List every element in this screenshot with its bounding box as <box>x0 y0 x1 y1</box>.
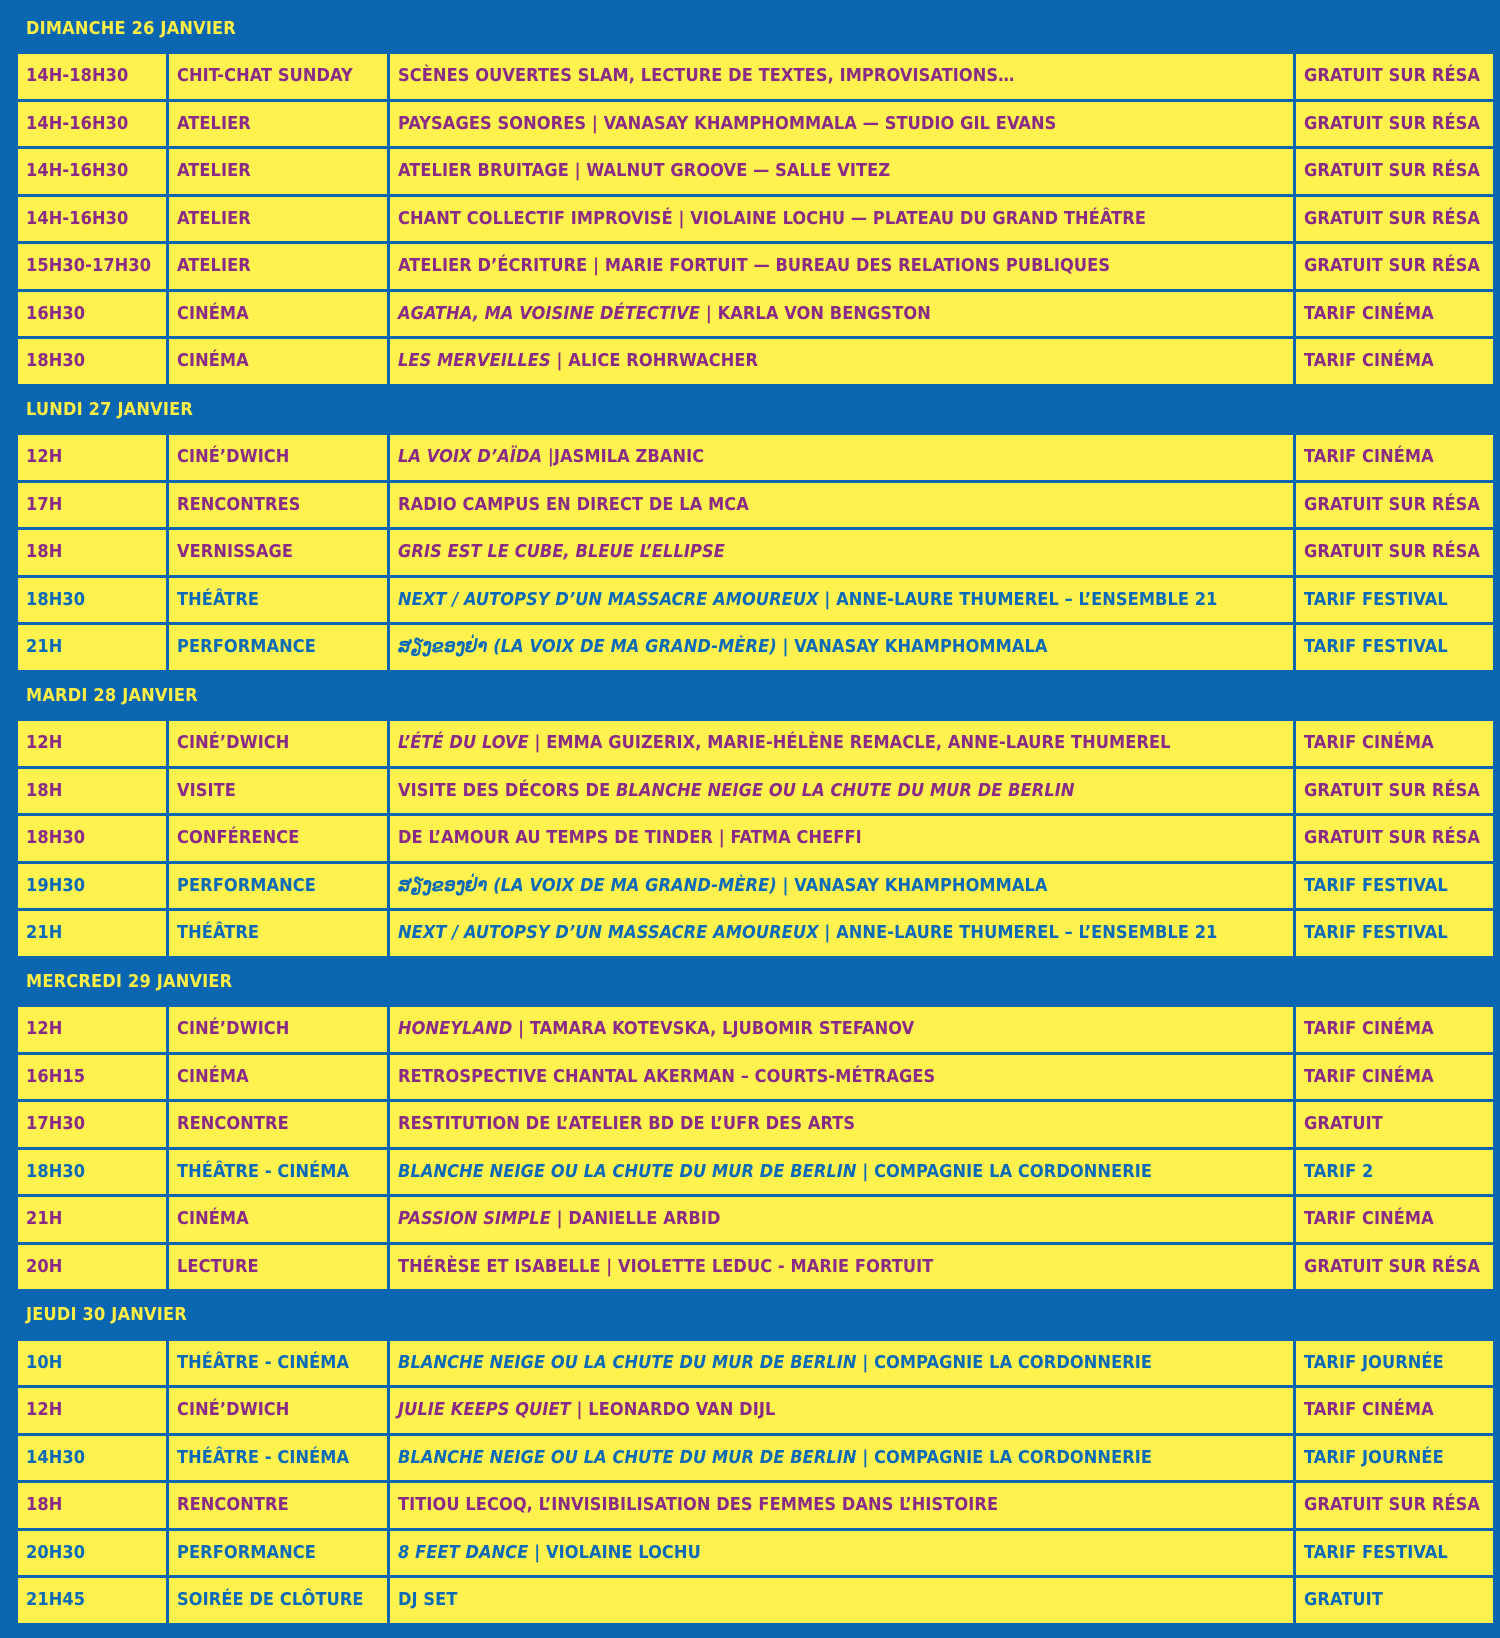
event-category: PERFORMANCE <box>169 864 387 909</box>
schedule-table <box>16 1339 1484 1625</box>
event-category: CINÉ’DWICH <box>169 435 387 480</box>
schedule-table <box>16 433 1484 672</box>
event-description <box>390 1245 1293 1290</box>
event-price: TARIF CINÉMA <box>1296 435 1493 480</box>
event-category: CINÉ’DWICH <box>169 721 387 766</box>
event-price: TARIF CINÉMA <box>1296 292 1493 337</box>
event-time: 21H <box>18 1197 166 1242</box>
event-description <box>390 339 1293 384</box>
day-header: MARDI 28 JANVIER <box>26 684 198 706</box>
event-category: THÉÂTRE - CINÉMA <box>169 1436 387 1481</box>
event-details: | VANASAY KHAMPHOMMALA <box>776 874 1048 896</box>
day-block <box>16 958 1484 1292</box>
event-title: LES MERVEILLES <box>398 350 551 371</box>
event-title: GRIS EST LE CUBE, BLEUE L’ELLIPSE <box>398 541 725 562</box>
event-description <box>390 1341 1293 1386</box>
event-price: GRATUIT SUR RÉSA <box>1296 102 1493 147</box>
event-time: 12H <box>18 435 166 480</box>
event-time: 18H30 <box>18 339 166 384</box>
event-time: 20H <box>18 1245 166 1290</box>
event-price: TARIF FESTIVAL <box>1296 1531 1493 1576</box>
event-time: 14H-16H30 <box>18 149 166 194</box>
event-time: 12H <box>18 1007 166 1052</box>
event-description <box>390 530 1293 575</box>
event-time: 12H <box>18 1388 166 1433</box>
event-category: ATELIER <box>169 102 387 147</box>
event-price: GRATUIT SUR RÉSA <box>1296 1245 1493 1290</box>
event-details: DE L’AMOUR AU TEMPS DE TINDER | FATMA CHEFFI <box>398 827 862 848</box>
event-time: 10H <box>18 1341 166 1386</box>
event-category: PERFORMANCE <box>169 1531 387 1576</box>
event-description <box>390 864 1293 909</box>
event-description <box>390 435 1293 480</box>
event-price: GRATUIT SUR RÉSA <box>1296 530 1493 575</box>
event-prefix: VISITE DES DÉCORS DE <box>398 779 616 801</box>
event-time: 20H30 <box>18 1531 166 1576</box>
event-description <box>390 769 1293 814</box>
day-header: JEUDI 30 JANVIER <box>26 1304 187 1325</box>
event-time: 16H15 <box>18 1055 166 1100</box>
event-description <box>390 1055 1293 1100</box>
event-details: | EMMA GUIZERIX, MARIE-HÉLÈNE REMACLE, ANNE-LAURE THUMEREL <box>528 732 1171 753</box>
event-time: 17H30 <box>18 1102 166 1147</box>
event-category: ATELIER <box>169 244 387 289</box>
event-description <box>390 1007 1293 1052</box>
event-details: | COMPAGNIE LA CORDONNERIE <box>856 1446 1153 1468</box>
event-details: ATELIER D’ÉCRITURE | MARIE FORTUIT — BUREAU DES RELATIONS PUBLIQUES <box>398 255 1111 276</box>
event-description <box>390 102 1293 147</box>
day-header: LUNDI 27 JANVIER <box>26 398 194 420</box>
event-title: ສຽງຂອງຢ່າ (LA VOIX DE MA GRAND-MÈRE) <box>398 636 777 657</box>
event-details: | VIOLAINE LOCHU <box>528 1541 701 1563</box>
event-details: | ALICE ROHRWACHER <box>550 350 759 371</box>
event-price: TARIF JOURNÉE <box>1296 1436 1493 1481</box>
event-category: CINÉ’DWICH <box>169 1388 387 1433</box>
event-details: RESTITUTION DE L’ATELIER BD DE L’UFR DES ARTS <box>398 1113 856 1134</box>
event-details: | LEONARDO VAN DIJL <box>570 1399 776 1420</box>
event-price: TARIF CINÉMA <box>1296 1197 1493 1242</box>
day-block <box>16 386 1484 672</box>
event-details: TITIOU LECOQ, L’INVISIBILISATION DES FEMMES DANS L’HISTOIRE <box>398 1494 999 1515</box>
event-description <box>390 149 1293 194</box>
event-details: RADIO CAMPUS EN DIRECT DE LA MCA <box>398 493 749 515</box>
event-price: GRATUIT <box>1296 1102 1493 1147</box>
event-price: TARIF JOURNÉE <box>1296 1341 1493 1386</box>
event-details: | DANIELLE ARBID <box>550 1208 721 1229</box>
event-details: |JASMILA ZBANIC <box>542 446 705 467</box>
event-title: JULIE KEEPS QUIET <box>398 1399 571 1420</box>
event-title: BLANCHE NEIGE OU LA CHUTE DU MUR DE BERLIN <box>615 779 1075 801</box>
event-title: NEXT / AUTOPSY D’UN MASSACRE AMOUREUX <box>398 922 819 943</box>
event-time: 21H <box>18 911 166 956</box>
event-title: AGATHA, MA VOISINE DÉTECTIVE <box>398 302 701 324</box>
event-details: | COMPAGNIE LA CORDONNERIE <box>856 1351 1153 1373</box>
event-time: 15H30-17H30 <box>18 244 166 289</box>
event-price: GRATUIT SUR RÉSA <box>1296 197 1493 242</box>
event-time: 21H45 <box>18 1578 166 1623</box>
event-price: TARIF FESTIVAL <box>1296 625 1493 670</box>
day-block <box>16 0 1484 386</box>
event-details: CHANT COLLECTIF IMPROVISÉ | VIOLAINE LOCHU — PLATEAU DU GRAND THÉÂTRE <box>398 207 1146 229</box>
event-category: VISITE <box>169 769 387 814</box>
event-description <box>390 578 1293 623</box>
event-price: TARIF 2 <box>1296 1150 1493 1195</box>
event-category: RENCONTRES <box>169 483 387 528</box>
event-time: 18H30 <box>18 578 166 623</box>
event-category: LECTURE <box>169 1245 387 1290</box>
event-description <box>390 483 1293 528</box>
event-description <box>390 1197 1293 1242</box>
event-description <box>390 54 1293 99</box>
event-details: RETROSPECTIVE CHANTAL AKERMAN – COURTS-MÉTRAGES <box>398 1065 936 1087</box>
event-category: CONFÉRENCE <box>169 816 387 861</box>
event-description <box>390 1150 1293 1195</box>
event-description <box>390 244 1293 289</box>
event-category: VERNISSAGE <box>169 530 387 575</box>
event-time: 21H <box>18 625 166 670</box>
event-description <box>390 1578 1293 1623</box>
event-title: NEXT / AUTOPSY D’UN MASSACRE AMOUREUX <box>398 588 819 610</box>
day-block <box>16 672 1484 958</box>
event-category: THÉÂTRE <box>169 911 387 956</box>
event-category: SOIRÉE DE CLÔTURE <box>169 1578 387 1623</box>
event-time: 18H <box>18 769 166 814</box>
schedule-table <box>16 1005 1484 1291</box>
event-details: DJ SET <box>398 1589 458 1610</box>
event-title: 8 FEET DANCE <box>398 1541 529 1563</box>
event-price: GRATUIT SUR RÉSA <box>1296 483 1493 528</box>
event-time: 12H <box>18 721 166 766</box>
event-category: CINÉMA <box>169 1197 387 1242</box>
event-title: HONEYLAND <box>398 1018 513 1039</box>
event-time: 14H-18H30 <box>18 54 166 99</box>
event-category: ATELIER <box>169 149 387 194</box>
event-details: ATELIER BRUITAGE | WALNUT GROOVE — SALLE VITEZ <box>398 160 891 181</box>
event-price: GRATUIT SUR RÉSA <box>1296 149 1493 194</box>
event-title: BLANCHE NEIGE OU LA CHUTE DU MUR DE BERLIN <box>398 1351 857 1373</box>
day-header: MERCREDI 29 JANVIER <box>26 970 233 992</box>
event-category: THÉÂTRE <box>169 578 387 623</box>
day-block <box>16 1291 1484 1625</box>
event-category: RENCONTRE <box>169 1102 387 1147</box>
event-category: CINÉMA <box>169 1055 387 1100</box>
event-price: GRATUIT SUR RÉSA <box>1296 1483 1493 1528</box>
event-price: GRATUIT <box>1296 1578 1493 1623</box>
event-time: 18H <box>18 530 166 575</box>
event-time: 18H <box>18 1483 166 1528</box>
schedule-table <box>16 719 1484 958</box>
event-category: THÉÂTRE - CINÉMA <box>169 1341 387 1386</box>
schedule-table <box>16 52 1484 386</box>
event-price: TARIF FESTIVAL <box>1296 578 1493 623</box>
event-details: THÉRÈSE ET ISABELLE | VIOLETTE LEDUC - MARIE FORTUIT <box>398 1255 934 1277</box>
event-time: 18H30 <box>18 1150 166 1195</box>
event-description <box>390 1436 1293 1481</box>
event-price: GRATUIT SUR RÉSA <box>1296 54 1493 99</box>
event-description <box>390 197 1293 242</box>
event-category: CINÉ’DWICH <box>169 1007 387 1052</box>
event-price: GRATUIT SUR RÉSA <box>1296 816 1493 861</box>
event-time: 14H-16H30 <box>18 102 166 147</box>
event-price: TARIF CINÉMA <box>1296 1388 1493 1433</box>
event-title: LA VOIX D’AÏDA <box>398 446 543 467</box>
day-header: DIMANCHE 26 JANVIER <box>26 18 236 39</box>
event-details: | KARLA VON BENGSTON <box>700 302 931 324</box>
event-time: 14H30 <box>18 1436 166 1481</box>
event-title: ສຽງຂອງຢ່າ (LA VOIX DE MA GRAND-MÈRE) <box>398 874 777 896</box>
event-category: CHIT-CHAT SUNDAY <box>169 54 387 99</box>
event-price: TARIF FESTIVAL <box>1296 864 1493 909</box>
event-details: PAYSAGES SONORES | VANASAY KHAMPHOMMALA — STUDIO GIL EVANS <box>398 112 1057 134</box>
event-title: BLANCHE NEIGE OU LA CHUTE DU MUR DE BERLIN <box>398 1446 857 1468</box>
event-price: GRATUIT SUR RÉSA <box>1296 769 1493 814</box>
event-description <box>390 1483 1293 1528</box>
event-description <box>390 1388 1293 1433</box>
event-category: CINÉMA <box>169 339 387 384</box>
event-category: CINÉMA <box>169 292 387 337</box>
event-price: TARIF CINÉMA <box>1296 1007 1493 1052</box>
event-time: 16H30 <box>18 292 166 337</box>
event-description <box>390 1102 1293 1147</box>
event-time: 17H <box>18 483 166 528</box>
event-category: ATELIER <box>169 197 387 242</box>
event-price: GRATUIT SUR RÉSA <box>1296 244 1493 289</box>
event-time: 14H-16H30 <box>18 197 166 242</box>
event-description <box>390 292 1293 337</box>
event-description <box>390 816 1293 861</box>
event-category: THÉÂTRE - CINÉMA <box>169 1150 387 1195</box>
event-details: | ANNE-LAURE THUMEREL – L’ENSEMBLE 21 <box>818 588 1218 610</box>
event-price: TARIF CINÉMA <box>1296 339 1493 384</box>
event-description <box>390 625 1293 670</box>
event-details: | TAMARA KOTEVSKA, LJUBOMIR STEFANOV <box>512 1018 915 1039</box>
event-details: | ANNE-LAURE THUMEREL – L’ENSEMBLE 21 <box>818 922 1218 943</box>
event-time: 18H30 <box>18 816 166 861</box>
event-time: 19H30 <box>18 864 166 909</box>
event-price: TARIF CINÉMA <box>1296 1055 1493 1100</box>
event-category: PERFORMANCE <box>169 625 387 670</box>
event-description <box>390 721 1293 766</box>
event-title: L’ÉTÉ DU LOVE <box>398 732 529 753</box>
event-description <box>390 911 1293 956</box>
event-category: RENCONTRE <box>169 1483 387 1528</box>
event-price: TARIF FESTIVAL <box>1296 911 1493 956</box>
event-details: SCÈNES OUVERTES SLAM, LECTURE DE TEXTES, IMPROVISATIONS… <box>398 65 1015 86</box>
event-price: TARIF CINÉMA <box>1296 721 1493 766</box>
event-details: | COMPAGNIE LA CORDONNERIE <box>856 1160 1153 1182</box>
event-title: PASSION SIMPLE <box>398 1208 551 1229</box>
event-description <box>390 1531 1293 1576</box>
event-title: BLANCHE NEIGE OU LA CHUTE DU MUR DE BERLIN <box>398 1160 857 1182</box>
event-details: | VANASAY KHAMPHOMMALA <box>776 636 1048 657</box>
